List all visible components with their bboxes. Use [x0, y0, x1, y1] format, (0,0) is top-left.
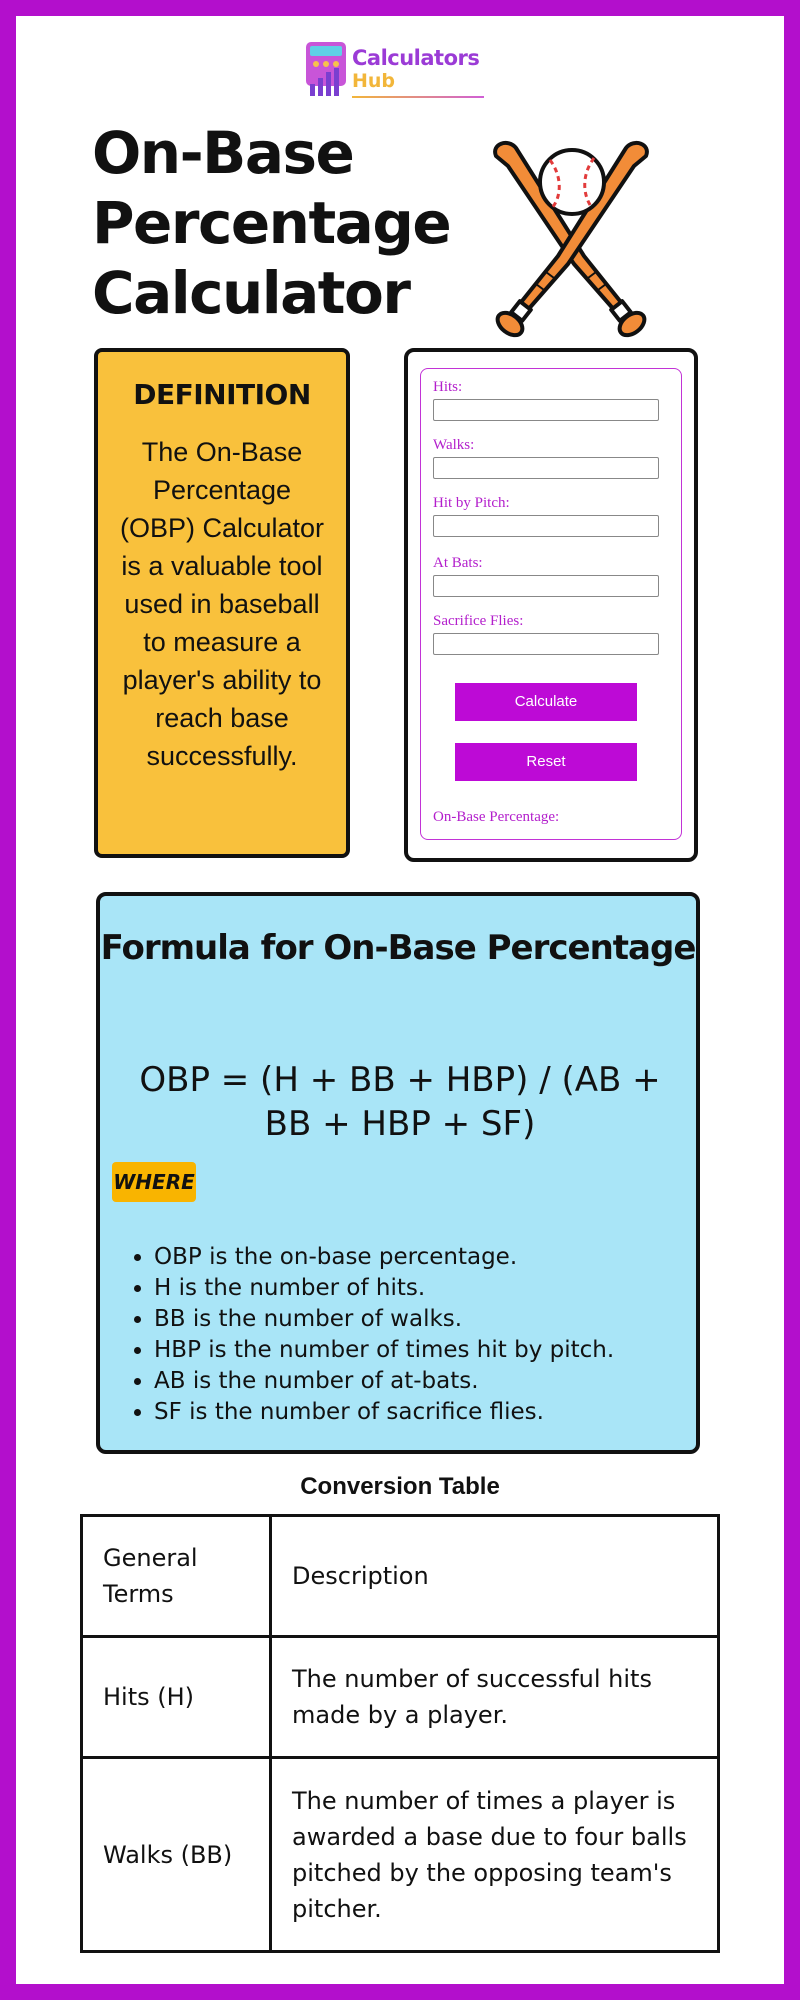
logo-name-line2: Hub [352, 70, 396, 92]
hits-label: Hits: [433, 379, 463, 395]
walks-label: Walks: [433, 437, 475, 453]
hits-input[interactable] [433, 399, 659, 421]
formula-equation: OBP = (H + BB + HBP) / (AB + BB + HBP + SF) [139, 1060, 661, 1144]
definition-card [94, 348, 350, 858]
formula-card [96, 892, 700, 1454]
list-item: • AB is the number of at-bats. [154, 1366, 614, 1397]
list-item: • BB is the number of walks. [154, 1304, 614, 1335]
table-cell: The number of successful hits made by a player. [271, 1637, 719, 1758]
table-row [82, 1516, 719, 1637]
logo-name-line1: Calculators [352, 46, 480, 70]
walks-input[interactable] [433, 457, 659, 479]
table-row [82, 1758, 719, 1952]
table-cell: The number of times a player is awarded a base due to four balls pitched by the opposing team's pitcher. [271, 1758, 719, 1952]
sacrifice-flies-input[interactable] [433, 633, 659, 655]
definition-text: The On-Base Percentage (OBP) Calculator is a valuable tool used in baseball to measure a player's ability to reach base successfully. [119, 437, 325, 771]
definition-heading: DEFINITION [133, 378, 311, 411]
table-cell: Hits (H) [82, 1637, 271, 1758]
logo-icon [304, 40, 348, 100]
sacrifice-flies-label: Sacrifice Flies: [433, 613, 524, 629]
at-bats-input[interactable] [433, 575, 659, 597]
variable-list [114, 1242, 614, 1428]
title-line: On-Base [92, 119, 354, 187]
conversion-table [80, 1514, 720, 1953]
hit-by-pitch-input[interactable] [433, 515, 659, 537]
formula-heading: Formula for On-Base Percentage [100, 928, 696, 968]
page-title [92, 118, 452, 328]
list-item: • OBP is the on-base percentage. [154, 1242, 614, 1273]
calculators-hub-logo[interactable] [304, 40, 504, 104]
table-row [82, 1637, 719, 1758]
logo-underline [352, 96, 484, 98]
baseball-bats-icon [486, 136, 656, 346]
result-label: On-Base Percentage: [433, 809, 560, 825]
infographic-page [16, 16, 784, 1984]
list-item: • H is the number of hits. [154, 1273, 614, 1304]
at-bats-label: At Bats: [433, 555, 483, 571]
title-line: Calculator [92, 259, 410, 327]
calculator-form [420, 368, 682, 840]
list-item: • HBP is the number of times hit by pitch. [154, 1335, 614, 1366]
title-line: Percentage [92, 189, 451, 257]
calculator-card [404, 348, 698, 862]
table-title: Conversion Table [300, 1473, 500, 1500]
reset-button[interactable]: Reset [455, 743, 637, 781]
where-badge: WHERE [112, 1162, 196, 1202]
table-cell: Walks (BB) [82, 1758, 271, 1952]
hit-by-pitch-label: Hit by Pitch: [433, 495, 510, 511]
list-item: • SF is the number of sacrifice flies. [154, 1397, 614, 1428]
calculate-button[interactable]: Calculate [455, 683, 637, 721]
table-cell: Description [271, 1516, 719, 1637]
table-cell: General Terms [82, 1516, 271, 1637]
